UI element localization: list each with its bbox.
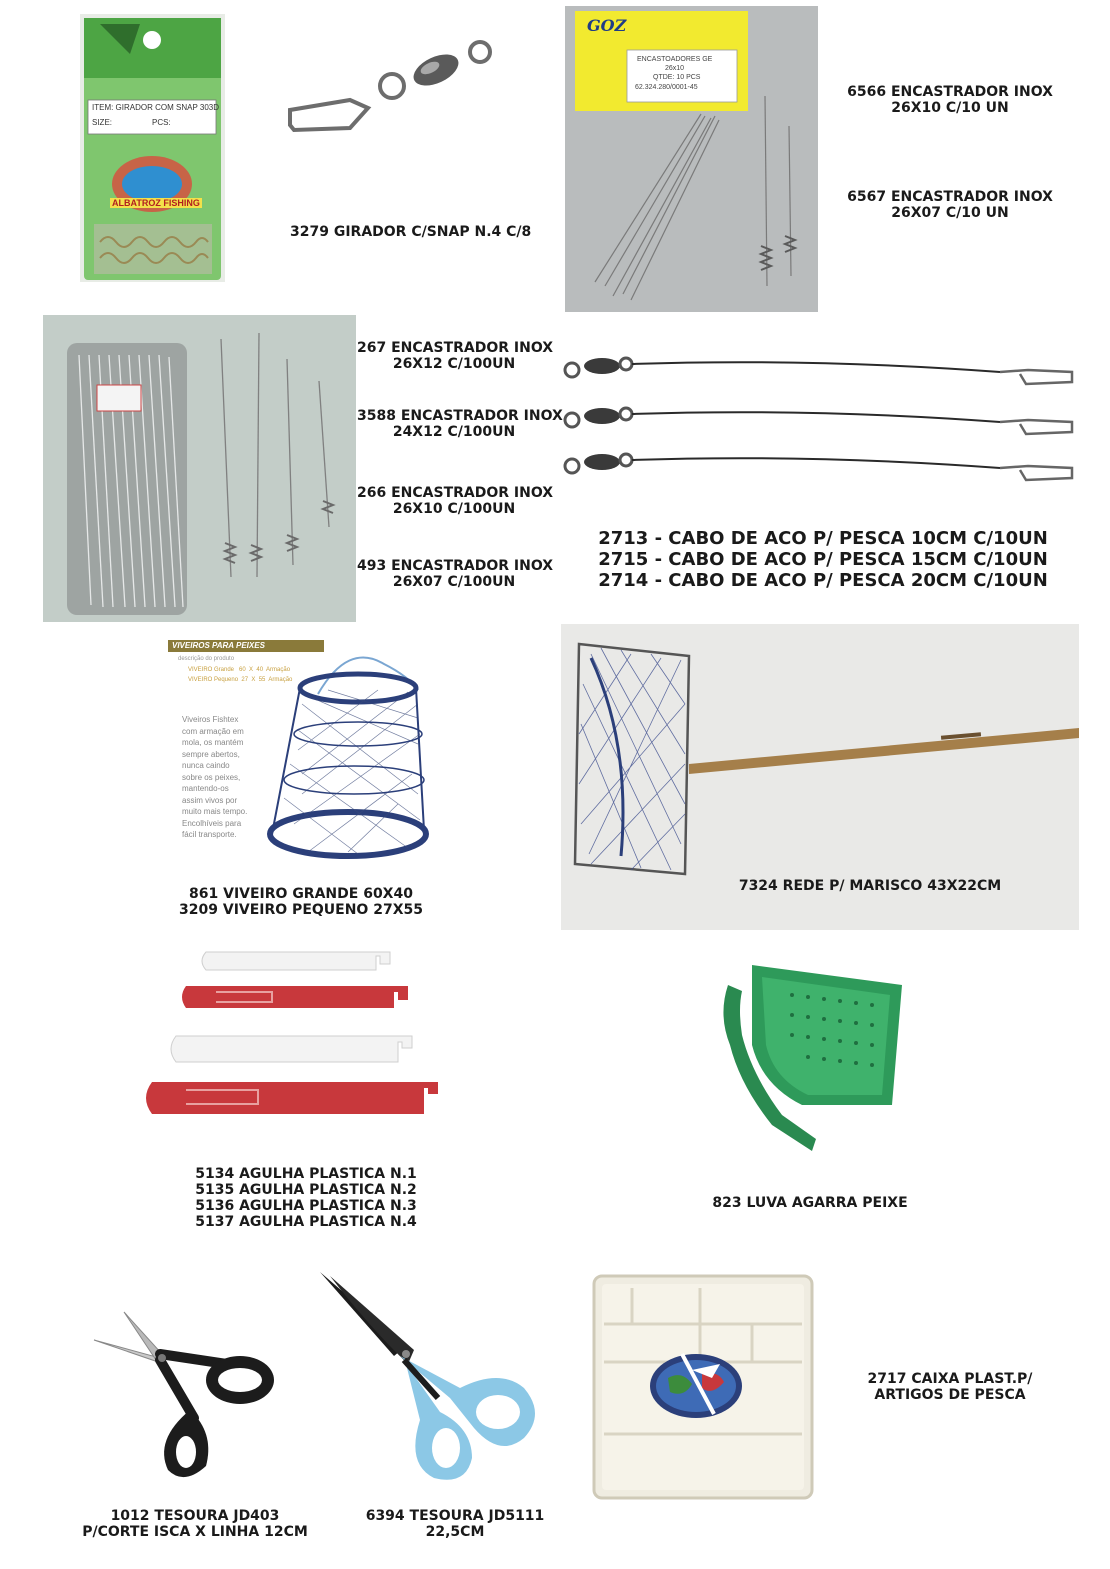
sheet-body-line: fácil transporte. [182, 830, 237, 839]
caption-line: 2717 CAIXA PLAST.P/ [867, 1371, 1033, 1387]
agulhas-photo [140, 940, 450, 1140]
sheet-row2: VIVEIRO Pequeno 27 X 55 Armação [188, 677, 293, 683]
sheet-body-line: com armação em [182, 726, 244, 736]
caption-line: 2713 - CABO DE ACO P/ PESCA 10CM C/10UN [598, 528, 1048, 549]
cabo-aco-caption [598, 528, 1048, 591]
package-size-text: SIZE: [92, 118, 113, 127]
tesoura2-caption [340, 1508, 570, 1540]
viveiro-caption [176, 886, 426, 918]
caixa-plastica-photo [592, 1274, 814, 1500]
caption-line: 6566 ENCASTRADOR INOX [847, 84, 1053, 100]
caption-line: 26X07 C/100UN [392, 574, 516, 590]
swivel-snap-photo [280, 30, 500, 150]
caption-line: 26X10 C/100UN [392, 501, 516, 517]
caption-line: 2715 - CABO DE ACO P/ PESCA 15CM C/10UN [598, 549, 1048, 570]
rede-caption: 7324 REDE P/ MARISCO 43X22CM [738, 878, 1002, 894]
package-label-line4: 62.324.280/0001-45 [635, 84, 698, 91]
caption-line: 267 ENCASTRADOR INOX [357, 340, 554, 356]
caption-line: P/CORTE ISCA X LINHA 12CM [82, 1524, 308, 1540]
tesoura1-caption [70, 1508, 320, 1540]
sheet-body-line: mantendo-os [182, 784, 229, 793]
package-label-line1: ENCASTOADORES GE [637, 56, 713, 63]
caption-line: 2714 - CABO DE ACO P/ PESCA 20CM C/10UN [598, 570, 1048, 591]
sheet-body-line: muito mais tempo. [182, 807, 248, 816]
caption-line: 1012 TESOURA JD403 [110, 1508, 280, 1524]
steel-leaders-photo [560, 350, 1085, 495]
encastrador-100-photo [43, 315, 356, 622]
sheet-row1: VIVEIRO Grande 60 X 40 Armação [188, 667, 291, 673]
package-brand-text: ALBATROZ FISHING [112, 198, 200, 208]
encastrador-493-caption [357, 558, 554, 590]
agulha-caption [186, 1166, 426, 1230]
sheet-body [182, 714, 247, 841]
sheet-body-line: sobre os peixes, [182, 772, 241, 782]
sheet-body-line: Encolhíveis para [182, 818, 242, 828]
encastrador-package-photo [565, 6, 818, 312]
package-pcs-text: PCS: [152, 118, 171, 127]
caption-line: ARTIGOS DE PESCA [874, 1387, 1026, 1403]
caption-line: 6394 TESOURA JD5111 [365, 1508, 545, 1524]
caption-line: 24X12 C/100UN [392, 424, 516, 440]
package-label-line3: QTDE: 10 PCS [653, 74, 701, 81]
package-item-text: ITEM: GIRADOR COM SNAP 303D [92, 103, 219, 112]
encastrador-3588-caption [357, 408, 563, 440]
sheet-body-line: nunca caindo [182, 761, 230, 770]
caption-line: 6567 ENCASTRADOR INOX [847, 189, 1053, 205]
package-label-line2: 26x10 [665, 65, 685, 72]
caption-line: 5135 AGULHA PLASTICA N.2 [195, 1182, 417, 1198]
caption-line: 5136 AGULHA PLASTICA N.3 [195, 1198, 417, 1214]
girador-caption: 3279 GIRADOR C/SNAP N.4 C/8 [290, 224, 532, 240]
sheet-body-line: sempre abertos, [182, 749, 240, 759]
caption-line: 3209 VIVEIRO PEQUENO 27X55 [179, 902, 423, 918]
sheet-body-line: mola, os mantém [182, 738, 244, 747]
caption-line: 493 ENCASTRADOR INOX [357, 558, 554, 574]
sheet-body-line: assim vivos por [182, 795, 238, 805]
caption-line: 26X10 C/10 UN [891, 100, 1009, 116]
caption-line: 5134 AGULHA PLASTICA N.1 [195, 1166, 417, 1182]
tesoura-blue-photo [310, 1268, 550, 1498]
girador-package-photo [80, 14, 225, 282]
sheet-sub: descrição do produto [178, 656, 235, 662]
sheet-body-line: Viveiros Fishtex [182, 715, 239, 724]
caption-line: 22,5CM [425, 1524, 485, 1540]
caption-line: 861 VIVEIRO GRANDE 60X40 [189, 886, 413, 902]
luva-caption: 823 LUVA AGARRA PEIXE [712, 1195, 908, 1211]
caption-line: 266 ENCASTRADOR INOX [357, 485, 554, 501]
caption-line: 26X07 C/10 UN [891, 205, 1009, 221]
goz-logo-text: GOZ [587, 16, 627, 35]
caixa-caption [840, 1371, 1060, 1403]
luva-photo [712, 955, 912, 1155]
encastrador-267-caption [357, 340, 554, 372]
caption-line: 3588 ENCASTRADOR INOX [357, 408, 563, 424]
tesoura-black-photo [90, 1310, 290, 1495]
sheet-header: VIVEIROS PARA PEIXES [172, 641, 265, 650]
encastrador-07-caption [840, 189, 1060, 221]
caption-line: 26X12 C/100UN [392, 356, 516, 372]
caption-line: 5137 AGULHA PLASTICA N.4 [195, 1214, 417, 1230]
viveiro-sheet-photo [168, 634, 432, 882]
encastrador-10-caption [840, 84, 1060, 116]
encastrador-266-caption [357, 485, 554, 517]
